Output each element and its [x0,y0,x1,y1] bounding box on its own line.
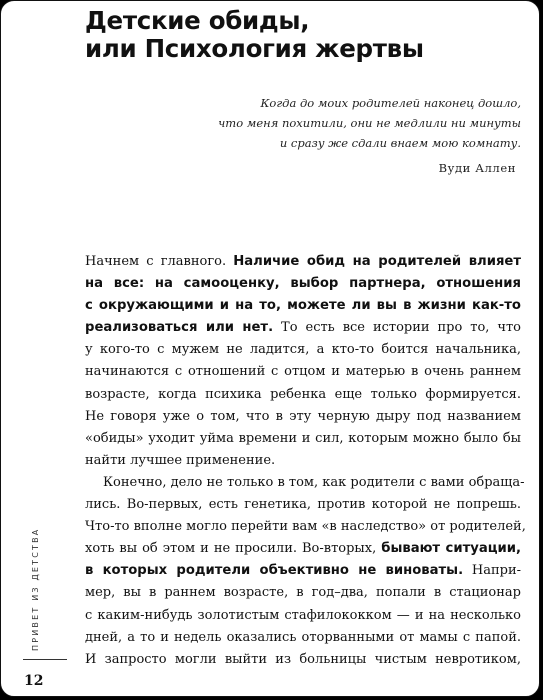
text-run: начинаются с отношений с отцом и матерью в очень раннем [85,364,521,380]
running-header: ПРИВЕТ ИЗ ДЕТСТВА [31,527,40,651]
text-line [85,384,521,406]
epigraph-line: и сразу же сдали внаем мою комнату. [279,136,521,150]
text-line [85,317,521,339]
text-run: Конечно, дело не только в том, как родители с вами обраща- [103,474,525,490]
bold-text: с окружающими и на то, можете ли вы в жизни как-то [85,298,521,314]
text-line [85,649,521,671]
text-line [85,627,521,649]
epigraph-line: Когда до моих родителей наконец дошло, [260,96,521,110]
text-line [85,406,521,428]
chapter-title [85,7,424,63]
text-run: То есть все истории про то, что [273,320,521,336]
epigraph-line: что меня похитили, они не медлили ни минуты [218,116,521,130]
bold-text: на все: на самооценку, выбор партнера, отношения [85,276,521,292]
text-line [85,428,521,450]
text-line [85,273,521,295]
text-run: мер, вы в раннем возрасте, в год–два, попали в стационар [85,585,521,601]
text-line [85,361,521,383]
text-run: лись. Во-первых, есть генетика, против которой не попрешь. [85,497,521,513]
body-text [85,251,526,671]
text-run: возрасте, когда психика ребенка еще только формируется. [85,386,521,402]
text-run: найти лучшее применение. [85,452,276,468]
text-run: дней, а то и недель оказались оторванными от мамы с папой. [85,629,521,645]
text-line [85,494,521,516]
text-line [85,516,526,538]
text-line [85,339,521,361]
text-run: Что-то вполне могло перейти вам «в наследство» от родителей, [85,519,526,535]
chapter-title-line: Детские обиды, [85,6,310,35]
text-run: Напри- [463,563,522,579]
bold-text: в которых родители объективно не виноваты. [85,563,464,579]
page-number: 12 [24,673,44,689]
text-run: Не говоря уже о том, что в эту черную дыру под названием [85,408,521,424]
divider [23,659,67,660]
text-line [85,538,521,560]
text-line [85,605,521,627]
epigraph [181,93,521,153]
bold-text: реализоваться или нет. [85,320,274,336]
text-run: у кого-то с мужем не ладится, а кто-то боится начальника, [85,342,521,358]
bold-text: бывают ситуации, [381,541,521,557]
text-run: И запросто могли выйти из больницы чистым невротиком, [85,651,521,667]
text-line [85,560,521,582]
text-line [85,450,521,472]
text-line [85,472,525,494]
bold-text: Наличие обид на родителей влияет [233,254,521,269]
text-run: с каким-нибудь золотистым стафилококком — и на несколько [85,607,521,623]
chapter-title-line: или Психология жертвы [85,34,424,63]
text-line [85,295,521,317]
epigraph-author: Вуди Аллен [438,161,516,175]
text-run: «обиды» уходит уйма времени и сил, которым можно было бы [85,430,521,446]
text-line [85,251,521,273]
text-run: хоть вы об этом и не просили. Во-вторых, [85,541,382,557]
text-line [85,582,521,604]
text-run: Начнем с главного. [85,254,234,269]
